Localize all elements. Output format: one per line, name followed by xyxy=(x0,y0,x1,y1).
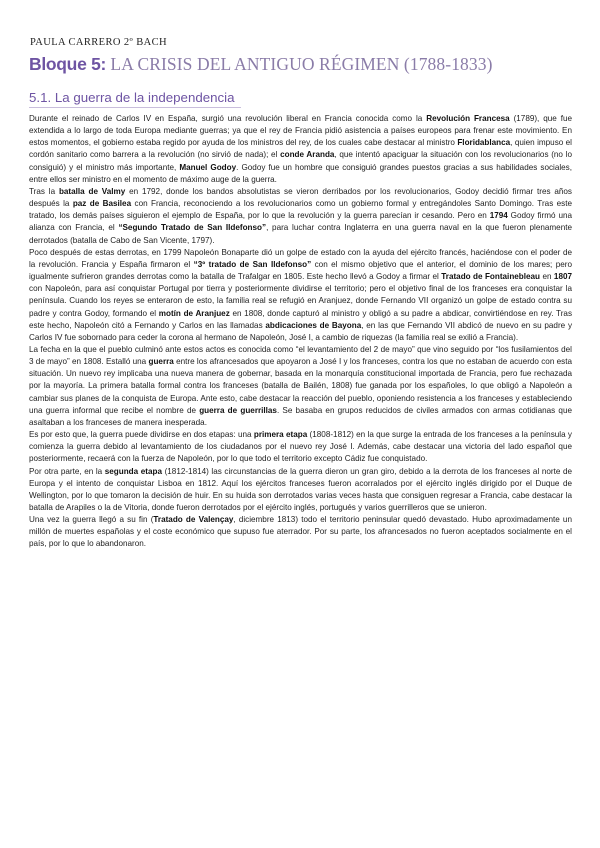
bold-term: Floridablanca xyxy=(457,138,511,148)
text-run: Una vez la guerra llegó a su fin ( xyxy=(29,515,154,525)
bold-term: 1794 xyxy=(489,211,508,221)
text-run: Durante el reinado de Carlos IV en España, surgió una revolución liberal en Francia conocida como la xyxy=(29,114,427,123)
bold-term: Revolución Francesa xyxy=(426,114,510,123)
paragraph xyxy=(29,429,572,465)
bold-term: conde Aranda xyxy=(280,150,335,160)
page-title xyxy=(29,53,572,75)
bold-term: primera etapa xyxy=(253,430,308,440)
bold-term: motín de Aranjuez xyxy=(158,308,230,318)
text-run: . Godoy fue un hombre que consiguió grandes puestos gracias a sus habilidades sociales, entre ellos ser ministro en el momento de máximo auge de la guerra. xyxy=(29,162,572,184)
bold-term: guerra xyxy=(148,357,174,367)
bold-term: 1807 xyxy=(553,272,572,282)
paragraph xyxy=(29,514,572,550)
text-run: en 1792, donde los bandos absolutistas se vieron derribados por los revolucionarios, Godoy decidió firmar tres años después la xyxy=(29,186,572,209)
bold-term: segunda etapa xyxy=(104,466,162,476)
text-run: , quien impuso el cordón sanitario como barrera a la revolución (no sirvió de nada); el xyxy=(29,138,572,160)
paragraph xyxy=(29,466,572,515)
text-run: con el mismo objetivo que el anterior, el dominio de los mares; pero igualmente sufrieron grandes derrotas como la batalla de Trafalgar en 1805. Este hecho llevó a Godoy a firmar el xyxy=(29,259,573,282)
text-run: Godoy firmó una alianza con Francia, el xyxy=(29,211,572,233)
paragraph xyxy=(29,113,572,186)
bold-term: paz de Basilea xyxy=(72,199,132,209)
text-run: con Francia, reconociendo a los revolucionarios como un gobierno formal y entregándoles Santo Domingo. Tras este tratado, los demás países siguieron el ejemplo de España, por lo que la revolución y la guerra parecían ir cesando. Pero en xyxy=(29,199,573,221)
text-run: , diciembre 1813) todo el territorio peninsular quedó devastado. Hubo aproximadamente un millón de muertes españolas y el coste económico que supuso fue aterrador. Por su parte, los afrancesados no fueron aceptados socialmente en el país, por lo que lo abandonaron. xyxy=(29,515,572,549)
text-run: (1789), que fue extendida a lo largo de toda Europa mediante guerras; ya que el rey de Francia pidió asistencia a países europeos para frenar este movimiento. En estos momentos, el gobierno estaba regido por ayuda de los ministros del rey, de los cuales cabe destacar al ministro xyxy=(29,114,573,148)
paragraph xyxy=(29,247,572,344)
body-text xyxy=(29,113,572,551)
bold-term: abdicaciones de Bayona xyxy=(265,320,362,330)
bloque-label: Bloque 5: xyxy=(29,54,107,74)
text-run: con Napoleón, para así conquistar Portugal por tierra y posteriormente dividirse el territorio; pero el objetivo final de los franceses era conquistar la península. Cuando los reyes se enteraron de esto, la familia real se refugió en Aranjuez, donde Fernando VII organizó un golpe de estado contra su padre y contra Godoy, formando el xyxy=(29,284,572,318)
bold-term: “3º tratado de San Ildefonso” xyxy=(193,259,312,269)
paragraph xyxy=(29,344,572,429)
text-run: , en las que Fernando VII abdicó de nuevo en su padre y Carlos IV fue sobornado para ceder la corona al hermano de Napoleón, José I, a cambio de riquezas (la familia real se exilió a Francia). xyxy=(29,320,573,342)
bold-term: guerra de guerrillas xyxy=(199,405,277,415)
text-run: La fecha en la que el pueblo culminó ante estos actos es conocida como “el levantamiento del 2 de mayo” que vino seguido por “los fusilamientos del 3 de mayo” en 1808. Estalló una xyxy=(29,344,572,367)
text-run: (1808-1812) en la que surge la entrada de los franceses a la península y comienza la guerra debido al levantamiento de los ciudadanos por el nuevo rey José I. Además, cabe destacar una victoria del lado español que posteriormente, recaerá con la fuerza de Napoleón, por lo que todo el territorio excepto Cádiz fue conquistado. xyxy=(29,430,572,464)
text-run: en 1808, donde capturó al ministro y obligó a su padre a abdicar, convirtiéndose en rey. Tras este hecho, Napoleón citó a Fernando y Carlos en las llamadas xyxy=(29,308,573,330)
text-run: Poco después de estas derrotas, en 1799 Napoleón Bonaparte dió un golpe de estado con la ayuda del ejército francés, haciéndose con el poder de la revolución. Francia y España firmaron el xyxy=(29,247,572,269)
text-run: Por otra parte, en la xyxy=(29,466,105,476)
text-run: Es por esto que, la guerra puede dividirse en dos etapas: una xyxy=(29,430,254,440)
text-run: Tras la xyxy=(29,186,59,196)
bold-term: Tratado de Valençay xyxy=(153,515,234,525)
author-line: PAULA CARRERO 2º BACH xyxy=(30,37,168,48)
text-run: , que intentó apaciguar la situación con los revolucionarios (no lo consiguió) y el ministro más importante, xyxy=(29,150,572,172)
text-run: . Se basaba en grupos reducidos de civiles armados con armas cotidianas que asaltaban a los franceses de manera inesperada. xyxy=(29,405,572,427)
paragraph xyxy=(29,186,572,247)
text-run: entre los afrancesados que apoyaron a José I y los franceses, contra los que no estaban de acuerdo con esta situación. Un nuevo rey implicaba una nueva manera de gobernar, basada en la monarquía constitucional importada de Francia, pero fue rechazada por la mayoría. La primera batalla formal contra los franceses (batalla de Bailén, 1808) fue ganada por los españoles, lo que obligó a Napoleón a cambiar sus planes de la conquista de Europa. Ante esto, cabe destacar la reacción del pueblo, oponiendo resistencia a los franceses y estableciendo una guerra informal que recibe el nombre de xyxy=(29,357,572,415)
text-run: , para luchar contra Inglaterra en una guerra naval en la que fueron plenamente derrotados (batalla de Cabo de San Vicente, 1797). xyxy=(29,223,572,245)
text-run: (1812-1814) las circunstancias de la guerra dieron un gran giro, debido a la derrota de los franceses al norte de Europa y el intento de conquistar Lisboa en 1812. Aquí los ejércitos franceses fueron acorralados por el ejército inglés dirigido por el Duque de Wellington, por lo que tomaron la decisión de huir. En su huida son derrotados varias veces hasta que consiguen regresar a Francia, cabe destacar la batalla de Arapiles o la de Vitoria, donde fueron derrotados por el ejército inglés, portugués y varios guerrilleros que se unieron. xyxy=(29,466,572,512)
bold-term: Tratado de Fontainebleau xyxy=(441,272,541,282)
bold-term: “Segundo Tratado de San Ildefonso” xyxy=(118,223,267,233)
bold-term: batalla de Valmy xyxy=(58,186,126,196)
bloque-title: LA CRISIS DEL ANTIGUO RÉGIMEN (1788-1833) xyxy=(110,54,493,74)
bold-term: Manuel Godoy xyxy=(179,162,237,172)
section-heading: 5.1. La guerra de la independencia xyxy=(29,90,241,108)
text-run: en xyxy=(540,272,554,282)
